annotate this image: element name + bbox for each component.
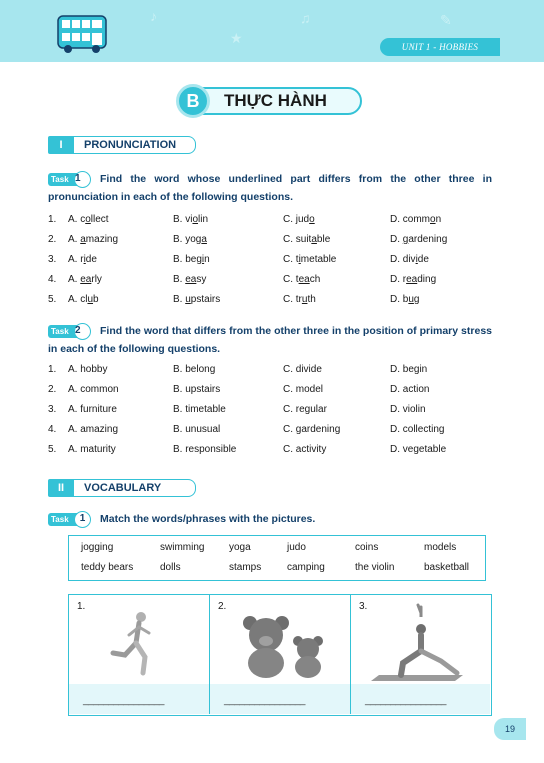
answer-option-b[interactable]: B. responsible — [173, 444, 237, 455]
option-text: D. b — [390, 294, 409, 305]
underlined-part: ea — [406, 274, 418, 285]
underlined-part: g — [402, 234, 409, 245]
answer-option-b[interactable] — [173, 234, 207, 245]
underlined-part: o — [192, 214, 199, 225]
answer-option-d[interactable]: D. violin — [390, 404, 426, 415]
underlined-part: ea — [185, 274, 197, 285]
answer-option-d[interactable] — [390, 294, 419, 305]
question-number: 1. — [48, 364, 57, 375]
answer-option-c[interactable]: C. regular — [283, 404, 327, 415]
question-row — [48, 274, 508, 288]
yoga-pose-icon — [371, 603, 471, 683]
option-text: A. c — [68, 214, 86, 225]
answer-option-d[interactable] — [390, 214, 441, 225]
option-text: th — [307, 294, 316, 305]
underlined-part: a — [80, 234, 86, 245]
option-text: D. comm — [390, 214, 430, 225]
answer-option-b[interactable] — [173, 214, 208, 225]
word-bank-item: judo — [287, 542, 306, 553]
option-text: lin — [198, 214, 209, 225]
part-label: PRONUNCIATION — [74, 136, 196, 154]
answer-option-c[interactable] — [283, 214, 315, 225]
answer-option-b[interactable]: B. upstairs — [173, 384, 221, 395]
word-bank-item: models — [424, 542, 457, 553]
task-instruction-text: Find the word that differs from the other three in the position of primary stress in each of the following questions. — [48, 325, 492, 355]
option-text: B. beg — [173, 254, 202, 265]
task-badge-number: 1 — [74, 511, 91, 528]
answer-option-c[interactable] — [283, 254, 336, 265]
background-doodle: ★ — [230, 30, 243, 46]
question-row — [48, 294, 508, 308]
task-instruction-text: Find the word whose underlined part differs from the other three in pronunciation in each of the following questions. — [48, 173, 492, 203]
word-bank-item: jogging — [81, 542, 114, 553]
option-text: D. div — [390, 254, 416, 265]
question-number: 2. — [48, 384, 57, 395]
underlined-part: i — [83, 254, 86, 265]
picture-cell-1 — [69, 595, 210, 714]
task-badge-label: Task — [48, 173, 82, 186]
answer-option-b[interactable] — [173, 274, 206, 285]
answer-option-a[interactable] — [68, 274, 102, 285]
question-row — [48, 364, 508, 378]
answer-option-a[interactable]: A. hobby — [68, 364, 108, 375]
option-text: de — [85, 254, 97, 265]
question-number: 5. — [48, 294, 57, 305]
option-text: A. cl — [68, 294, 88, 305]
answer-option-b[interactable]: B. timetable — [173, 404, 226, 415]
answer-option-c[interactable]: C. model — [283, 384, 324, 395]
option-text: D. r — [390, 274, 407, 285]
underlined-part: o — [85, 214, 91, 225]
double-decker-bus-icon — [56, 14, 108, 54]
underlined-part: a — [311, 234, 317, 245]
option-text: de — [417, 254, 429, 265]
answer-option-c[interactable] — [283, 274, 320, 285]
underlined-part: u — [408, 294, 414, 305]
option-text: C. jud — [283, 214, 310, 225]
answer-option-c[interactable]: C. divide — [283, 364, 322, 375]
answer-option-d[interactable]: D. begin — [390, 364, 428, 375]
question-number: 4. — [48, 424, 57, 435]
word-bank — [68, 535, 486, 581]
word-bank-item: stamps — [229, 562, 262, 573]
word-bank-item: basketball — [424, 562, 470, 573]
answer-option-a[interactable]: A. furniture — [68, 404, 117, 415]
option-text: pstairs — [190, 294, 221, 305]
option-text: C. suit — [283, 234, 312, 245]
underlined-part: i — [201, 254, 205, 265]
option-text: sy — [196, 274, 207, 285]
word-bank-item: yoga — [229, 542, 251, 553]
task-badge-number: 2 — [74, 323, 91, 340]
part-heading-pronunciation — [48, 136, 196, 154]
option-text: mazing — [85, 234, 119, 245]
task-badge — [48, 171, 94, 187]
answer-option-b[interactable] — [173, 294, 220, 305]
option-text: b — [93, 294, 99, 305]
task-instruction — [48, 170, 492, 206]
option-text: D. — [390, 234, 403, 245]
option-text: B. vi — [173, 214, 193, 225]
section-heading — [176, 84, 366, 118]
option-text: g — [413, 294, 420, 305]
answer-option-d[interactable]: D. action — [390, 384, 430, 395]
question-row — [48, 444, 508, 458]
option-text: B. — [173, 294, 186, 305]
answer-option-a[interactable] — [68, 294, 99, 305]
answer-option-c[interactable] — [283, 234, 330, 245]
word-bank-item: swimming — [160, 542, 205, 553]
task-instruction-text: Match the words/phrases with the pictures. — [100, 513, 316, 525]
task-badge — [48, 511, 94, 527]
part-numeral: I — [48, 136, 74, 154]
task-badge-label: Task — [48, 325, 82, 338]
answer-option-a[interactable] — [68, 234, 118, 245]
answer-option-c[interactable]: C. activity — [283, 444, 327, 455]
word-bank-item: camping — [287, 562, 325, 573]
answer-option-a[interactable] — [68, 214, 109, 225]
underlined-part: a — [201, 234, 207, 245]
option-text: A. — [68, 274, 81, 285]
question-row — [48, 254, 508, 268]
option-text: ding — [417, 274, 437, 285]
answer-option-d[interactable]: D. vegetable — [390, 444, 447, 455]
task-badge — [48, 323, 94, 339]
word-bank-item: coins — [355, 542, 379, 553]
background-doodle: ♪ — [150, 8, 157, 24]
answer-blank[interactable]: ________________ — [365, 695, 446, 706]
underlined-part: i — [298, 254, 301, 265]
section-title: THỰC HÀNH — [224, 91, 327, 110]
picture-grid — [68, 594, 492, 716]
option-text: A. r — [68, 254, 84, 265]
answer-blank[interactable]: ________________ — [224, 695, 305, 706]
background-doodle: ✎ — [440, 12, 452, 28]
option-text: rly — [91, 274, 102, 285]
word-bank-item: teddy bears — [81, 562, 134, 573]
task-instruction — [48, 510, 492, 528]
part-label: VOCABULARY — [74, 479, 196, 497]
word-bank-item: dolls — [160, 562, 181, 573]
question-number: 3. — [48, 254, 57, 265]
underlined-part: u — [87, 294, 94, 305]
option-text: A. — [68, 234, 81, 245]
option-text: ble — [316, 234, 331, 245]
word-bank-item: the violin — [355, 562, 395, 573]
underlined-part: ea — [298, 274, 310, 285]
task-instruction — [48, 322, 492, 358]
question-number: 1. — [48, 214, 57, 225]
picture-number: 1. — [77, 601, 86, 612]
underlined-part: u — [301, 294, 308, 305]
answer-option-d[interactable] — [390, 254, 429, 265]
page-number: 19 — [494, 718, 526, 740]
answer-option-b[interactable]: B. belong — [173, 364, 216, 375]
underlined-part: o — [430, 214, 436, 225]
part-numeral: II — [48, 479, 74, 497]
underlined-part: o — [309, 214, 315, 225]
option-text: C. t — [283, 274, 299, 285]
answer-option-a[interactable]: A. amazing — [68, 424, 119, 435]
answer-option-c[interactable] — [283, 294, 316, 305]
option-text: n — [435, 214, 442, 225]
question-number: 2. — [48, 234, 57, 245]
task-badge-number: 1 — [74, 171, 91, 188]
question-row — [48, 424, 508, 438]
option-text: ch — [309, 274, 321, 285]
option-text: C. t — [283, 254, 299, 265]
question-row — [48, 234, 508, 248]
answer-option-c[interactable]: C. gardening — [283, 424, 341, 435]
answer-option-a[interactable]: A. common — [68, 384, 119, 395]
answer-option-d[interactable]: D. collecting — [390, 424, 445, 435]
answer-blank[interactable]: ________________ — [83, 695, 164, 706]
underlined-part: u — [185, 294, 191, 305]
answer-option-a[interactable]: A. maturity — [68, 444, 116, 455]
underlined-part: ea — [80, 274, 92, 285]
option-text: B. — [173, 274, 186, 285]
part-heading-vocabulary — [48, 479, 196, 497]
question-row — [48, 404, 508, 418]
question-number: 4. — [48, 274, 57, 285]
option-text: llect — [90, 214, 109, 225]
jogging-woman-icon — [103, 609, 173, 677]
picture-number: 3. — [359, 601, 368, 612]
option-text: ardening — [408, 234, 448, 245]
answer-option-b[interactable] — [173, 254, 210, 265]
picture-cell-2 — [210, 595, 351, 714]
picture-number: 2. — [218, 601, 227, 612]
answer-option-d[interactable] — [390, 274, 436, 285]
underlined-part: i — [415, 254, 418, 265]
answer-option-b[interactable]: B. unusual — [173, 424, 221, 435]
task-badge-label: Task — [48, 513, 82, 526]
option-text: metable — [300, 254, 337, 265]
question-row — [48, 214, 508, 228]
picture-cell-3 — [351, 595, 490, 714]
option-text: C. tr — [283, 294, 302, 305]
option-text: B. yog — [173, 234, 202, 245]
answer-option-a[interactable] — [68, 254, 97, 265]
teddy-bears-icon — [238, 613, 334, 679]
header-band — [0, 0, 544, 62]
question-row — [48, 384, 508, 398]
background-doodle: ♫ — [300, 10, 311, 26]
question-number: 3. — [48, 404, 57, 415]
question-number: 5. — [48, 444, 57, 455]
answer-option-d[interactable] — [390, 234, 447, 245]
option-text: n — [204, 254, 210, 265]
section-letter: B — [176, 84, 210, 118]
unit-tag: UNIT 1 - HOBBIES — [380, 38, 500, 56]
